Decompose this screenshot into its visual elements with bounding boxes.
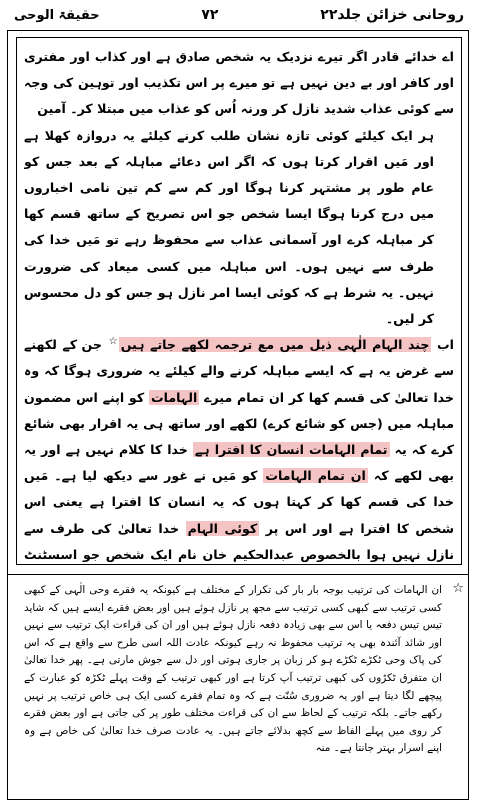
running-title: روحانی خزائن جلد۲۲	[320, 7, 464, 23]
paragraph-revelations	[24, 332, 454, 564]
highlight-fabrication: تمام الہامات انسان کا افترا ہے	[194, 442, 388, 458]
text-span: کو مَیں نے غور سے دیکھ لیا ہے۔ مَیں خدا کی قسم کھا کر کہتا ہوں کہ یہ انسان کا افترا ہے یعنی اس شخص کا افترا ہے اور اس پر	[24, 468, 454, 536]
book-title: حقیقۃ الوحی	[14, 7, 100, 23]
text-span: خدا تعالیٰ کی طرف سے نازل نہیں ہوا بالخصوص عبدالحکیم خان نام ایک شخص جو اسسٹنٹ	[24, 520, 454, 562]
text-span: جن کے لکھنے سے غرض یہ ہے کہ ایسے مباہلہ کرنے والے کیلئے یہ ضروری ہوگا کہ وہ خدا تعالیٰ کی قسم کھا کر ان تمام میرے	[24, 337, 454, 405]
highlight-revelations: الہامات	[150, 389, 198, 405]
footnote-paragraph: ان الہامات کی ترتیب بوجہ بار بار کی تکرار کے مختلف ہے کیونکہ یہ فقرے وحی الٰہی کے کبھی کسی ترتیب سے کبھی کسی ترتیب سے مجھ پر نازل ہوئے ہیں اور بعض فقرے ایسے ہیں کہ شاید تیس تیس دفعہ یا اس سے بھی زیادہ دفعہ نازل ہوئے ہیں اور ان کی قراءت ایک ترتیب سے نہیں اور شائد آئندہ بھی یہ ترتیب محفوظ نہ رہے کیونکہ عادت اللہ اسی طرح سے واقع ہے کہ اس کی پاک وحی ٹکڑے ٹکڑے ہو کر زبان پر جاری ہوتی اور دل سے جوش مارتی ہے۔ پھر خدا تعالیٰ ان متفرق ٹکڑوں کی کبھی ترتیب آپ کرتا ہے اور کبھی ترتیب کے وقت پہلے ٹکڑہ کو عبارت کے پیچھے لگا دیتا ہے اور یہ ضروری سُنّت ہے کہ وہ تمام فقرے کسی ایک ہی خاص ترتیب پر نہیں رکھے جاتے۔ بلکہ ترتیب کے لحاظ سے ان کی قراءت مختلف طور پر کی جاتی ہے اور بعض فقرے کر روی میں پہلے الفاظ سے کچھ بدلائے جاتے ہیں۔ یہ عادت صرف خدا تعالیٰ کی خاص ہے وہ اپنے اسرار بہتر جانتا ہے۔ منہ	[24, 584, 442, 755]
paragraph-challenge	[24, 123, 454, 333]
main-text	[24, 44, 454, 564]
text-span: خدا کا کلام نہیں ہے اور یہ بھی لکھے کہ	[24, 442, 454, 484]
text-span: کو اپنے اس مضمون مباہلہ میں (جس کو شائع کرے) لکھے اور ساتھ ہی یہ اقرار بھی شائع کرے کہ یہ	[24, 389, 454, 458]
text-span: اب	[437, 337, 454, 353]
highlight-revelations-heading: چند الہام الٰہی ذیل میں مع ترجمہ لکھے جاتے ہیں	[120, 337, 430, 353]
page-header	[14, 4, 464, 26]
paragraph-challenge-text: ہر ایک کیلئے کوئی تازہ نشان طلب کرنے کیلئے یہ دروازہ کھلا ہے اور مَیں اقرار کرتا ہوں کہ اگر اس دعائے مباہلہ کے بعد جس کو عام طور پر مشتہر کرنا ہوگا اور کم سے کم تین نامی اخباروں میں درج کرنا ہوگا ایسا شخص جو اس تصریح کے ساتھ قسم کھا کر مباہلہ کرے اور آسمانی عذاب سے محفوظ رہے تو مَیں خدا کی طرف سے نہیں ہوں۔ اس مباہلہ میں کسی میعاد کی ضرورت نہیں۔ یہ شرط ہے کہ کوئی ایسا امر نازل ہو جس کو دل محسوس کر لیں۔	[24, 127, 434, 327]
paragraph-prayer: اے خدائے قادر اگر تیرے نزدیک یہ شخص صادق ہے اور کذاب اور مفتری اور کافر اور بے دین نہیں ہے تو میرے پر اس تکذیب اور توہین کی وجہ سے کوئی عذاب شدید نازل کر ورنہ اُس کو عذاب میں مبتلا کر۔ آمین	[24, 49, 454, 117]
footnote-divider	[7, 574, 469, 575]
footnote-marker-star-icon: ☆	[107, 336, 119, 348]
footnote-star-icon: ☆	[452, 581, 464, 596]
page-number: ۷۲	[201, 7, 219, 23]
footnote-text	[24, 582, 442, 794]
highlight-all-revelations: ان تمام الہامات	[265, 468, 366, 484]
highlight-any-revelation: کوئی الہام	[187, 520, 258, 536]
